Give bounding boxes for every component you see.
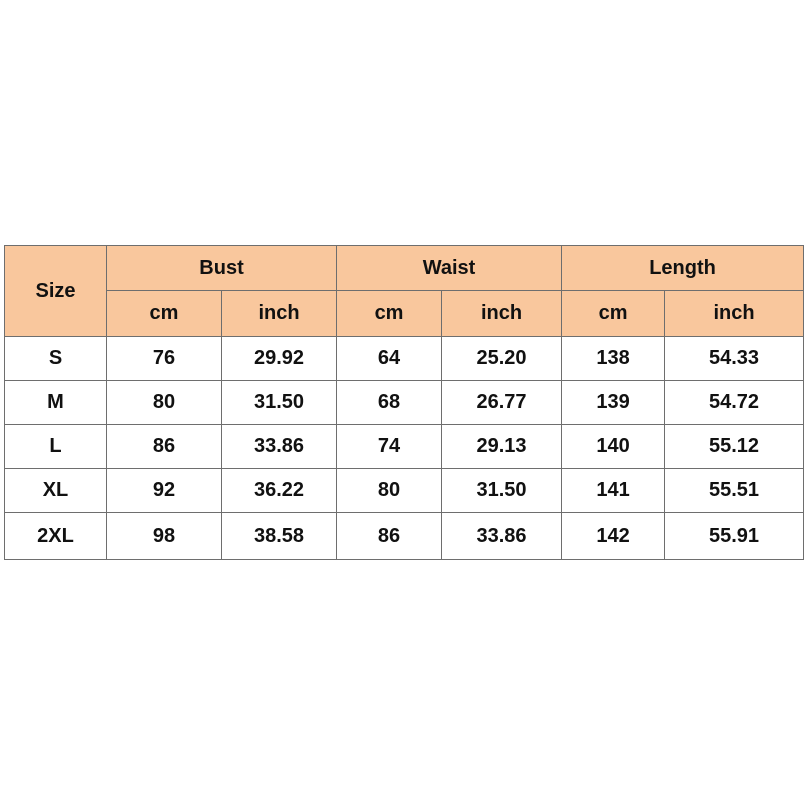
length-cm-cell: 141 <box>562 469 665 513</box>
size-cell: S <box>5 337 107 381</box>
length-cm-cell: 139 <box>562 381 665 425</box>
size-header: Size <box>5 246 107 337</box>
waist-inch-cell: 25.20 <box>442 337 562 381</box>
bust-inch-cell: 29.92 <box>222 337 337 381</box>
length-inch-header: inch <box>665 291 804 337</box>
waist-inch-cell: 31.50 <box>442 469 562 513</box>
length-inch-cell: 54.72 <box>665 381 804 425</box>
size-cell: L <box>5 425 107 469</box>
waist-cm-header: cm <box>337 291 442 337</box>
waist-cm-cell: 64 <box>337 337 442 381</box>
bust-header: Bust <box>107 246 337 291</box>
length-cm-cell: 142 <box>562 513 665 560</box>
waist-cm-cell: 80 <box>337 469 442 513</box>
bust-inch-cell: 31.50 <box>222 381 337 425</box>
length-inch-cell: 55.51 <box>665 469 804 513</box>
size-cell: XL <box>5 469 107 513</box>
size-cell: M <box>5 381 107 425</box>
bust-cm-cell: 80 <box>107 381 222 425</box>
length-cm-header: cm <box>562 291 665 337</box>
length-inch-cell: 54.33 <box>665 337 804 381</box>
waist-inch-cell: 29.13 <box>442 425 562 469</box>
bust-cm-header: cm <box>107 291 222 337</box>
waist-cm-cell: 86 <box>337 513 442 560</box>
table-row <box>5 381 804 425</box>
length-cm-cell: 138 <box>562 337 665 381</box>
waist-inch-cell: 33.86 <box>442 513 562 560</box>
size-chart-table <box>4 245 804 560</box>
waist-inch-cell: 26.77 <box>442 381 562 425</box>
bust-cm-cell: 76 <box>107 337 222 381</box>
length-header: Length <box>562 246 804 291</box>
bust-inch-header: inch <box>222 291 337 337</box>
bust-inch-cell: 36.22 <box>222 469 337 513</box>
bust-cm-cell: 86 <box>107 425 222 469</box>
table-row <box>5 337 804 381</box>
waist-cm-cell: 74 <box>337 425 442 469</box>
length-inch-cell: 55.91 <box>665 513 804 560</box>
bust-cm-cell: 92 <box>107 469 222 513</box>
table-row <box>5 425 804 469</box>
length-inch-cell: 55.12 <box>665 425 804 469</box>
waist-inch-header: inch <box>442 291 562 337</box>
waist-header: Waist <box>337 246 562 291</box>
length-cm-cell: 140 <box>562 425 665 469</box>
table-row <box>5 513 804 560</box>
header-group-row <box>5 246 804 291</box>
bust-inch-cell: 33.86 <box>222 425 337 469</box>
table-row <box>5 469 804 513</box>
bust-inch-cell: 38.58 <box>222 513 337 560</box>
header-unit-row <box>5 291 804 337</box>
bust-cm-cell: 98 <box>107 513 222 560</box>
waist-cm-cell: 68 <box>337 381 442 425</box>
size-cell: 2XL <box>5 513 107 560</box>
